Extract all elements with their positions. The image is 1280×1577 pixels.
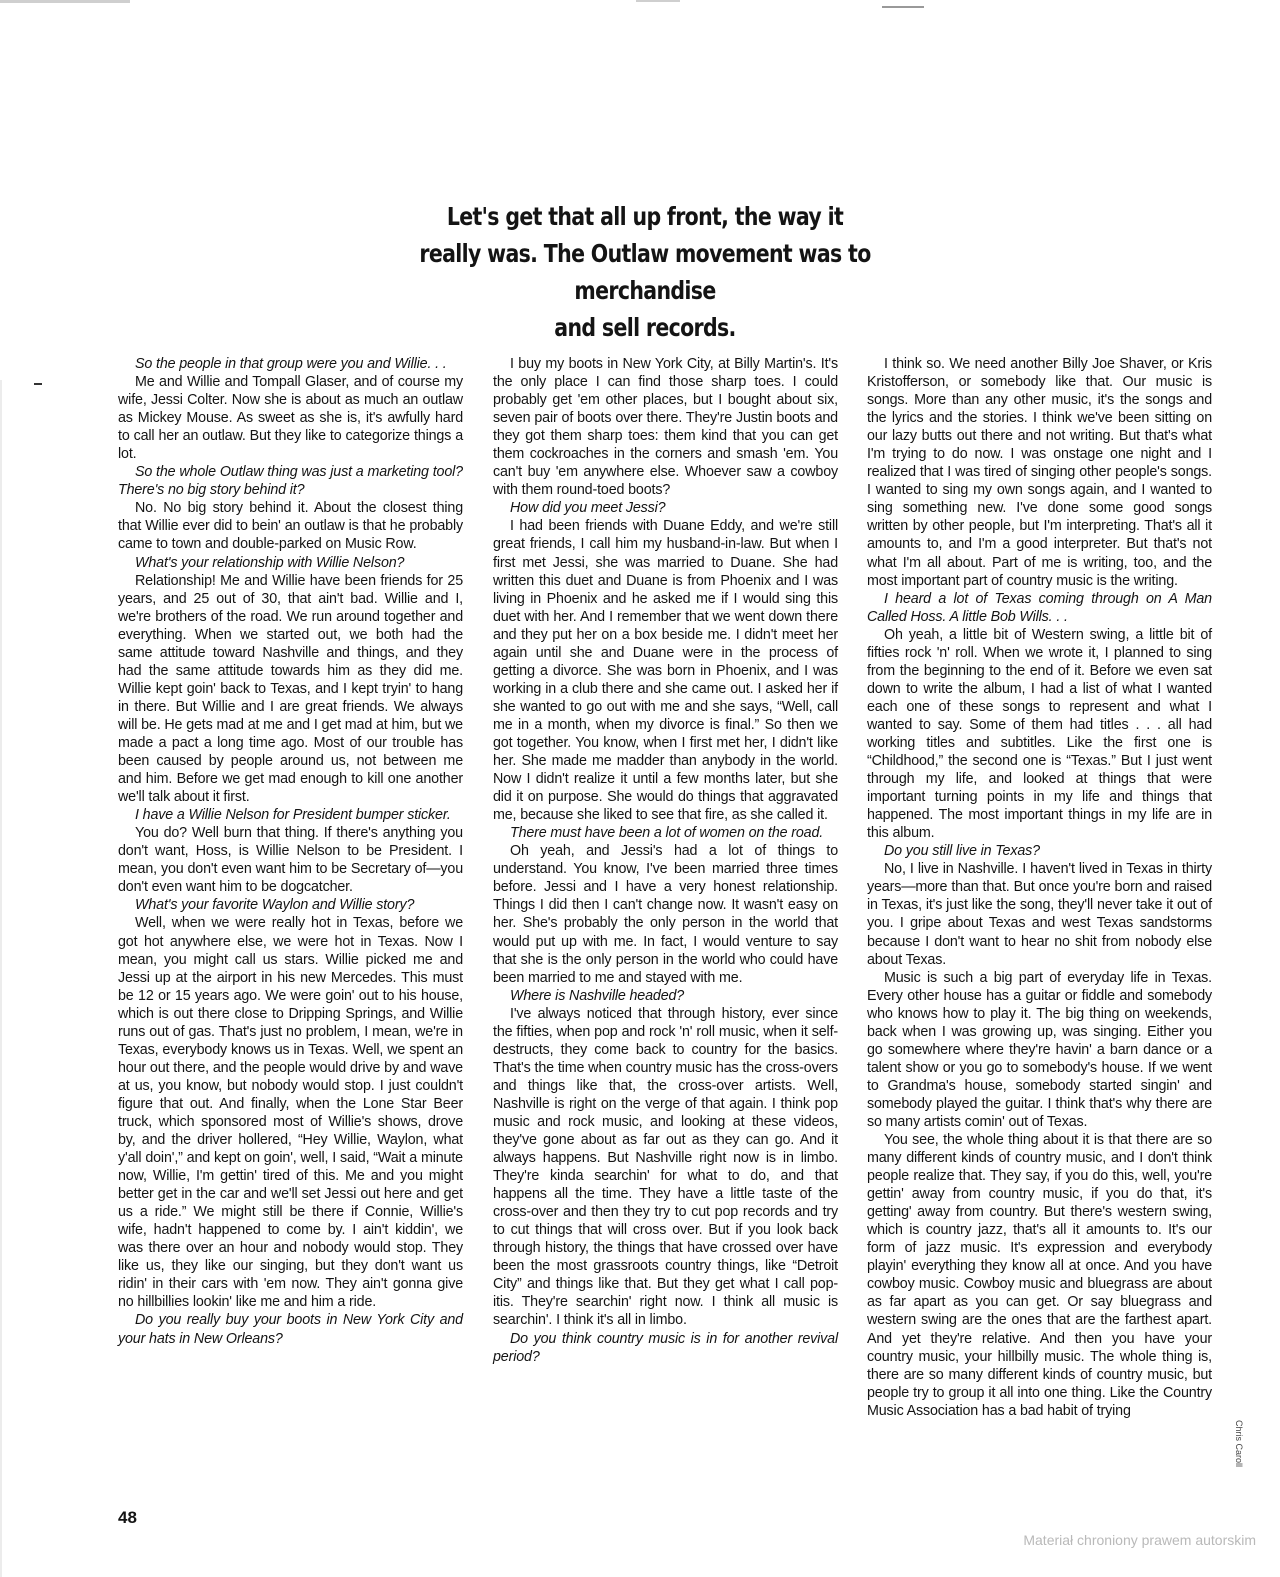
interview-question: How did you meet Jessi?: [510, 500, 666, 517]
interview-question: Do you think country music is in for another revival period?: [493, 1330, 838, 1365]
interview-answer: Me and Willie and Tompall Glaser, and of course my wife, Jessi Colter. Now she is about as much an outlaw as Mickey Mouse. As sweet as she is, it's awfully hard to call her an outlaw. But they like to categorize things a lot.: [118, 374, 463, 463]
interview-answer: No. No big story behind it. About the closest thing that Willie ever did to bein' an outlaw is that he probably came to town and double-parked on Music Row.: [118, 500, 463, 553]
pull-quote-line: Let's get that all up front, the way it: [446, 202, 844, 231]
page-fold-shadow: [0, 380, 2, 1577]
interview-answer: Music is such a big part of everyday life in Texas. Every other house has a guitar or fiddle and somebody who knows how to play it. The big thing on weekends, back when I was growing up, was singing. Either you go somewhere where they're havin' a barn dance or a talent show or you go to somebody's house. If we went to Grandma's house, somebody started singin' and somebody played the guitar. I think that's why there are so many artists comin' out of Texas.: [867, 969, 1212, 1130]
interview-question: There must have been a lot of women on the road.: [510, 825, 824, 842]
pull-quote: [362, 198, 928, 346]
margin-tick-mark: [34, 383, 42, 385]
scan-edge-mark: [0, 0, 130, 3]
interview-answer: You do? Well burn that thing. If there's anything you don't want, Hoss, is Willie Nelson to be President. I mean, you don't even want him to be Secretary of—you don't even want him to be dogcatcher.: [118, 825, 463, 896]
text-column-1: [118, 355, 463, 1348]
interview-question: So the whole Outlaw thing was just a marketing tool? There's no big story behind it?: [118, 464, 463, 499]
interview-question: What's your relationship with Willie Nelson?: [135, 554, 405, 571]
page-number: 48: [118, 1508, 137, 1527]
interview-question: So the people in that group were you and Willie. . .: [135, 356, 447, 372]
interview-answer: Well, when we were really hot in Texas, before we got hot anywhere else, we were hot in Texas. Now I mean, you might call us stars. Willie picked me and Jessi up at the airport in his new Mercedes. This must be 12 or 15 years ago. We were goin' out to his house, which is out there close to Dripping Springs, and Willie runs out of gas. That's just no problem, I mean, we're in Texas, everybody knows us in Texas. Well, we spent an hour out there, and the people would drive by and wave at us, you know, but nobody would stop. I just couldn't figure that out. And finally, when the Lone Star Beer truck, which sponsored most of Willie's shows, drove by, and the driver hollered, “Hey Willie, Waylon, what y'all doin',” and kept on goin', well, I said, “Wait a minute now, Willie, I'm gettin' tired of this. Me and you might better get in the car and we'll set Jessi out here and get us a ride.” We might still be there if Connie, Willie's wife, hadn't happened to come by. I ain't kiddin', we was there over an hour and nobody would stop. They like us, they like our singing, but they don't want us ridin' in their cars with 'em now. They ain't gonna give no hillbillies lookin' like me and him a ride.: [118, 915, 463, 1311]
interview-answer: Oh yeah, a little bit of Western swing, a little bit of fifties rock 'n' roll. When we wrote it, I planned to sing from the beginning to the end of it. Before we even sat down to write the album, I had a list of what I wanted each one of these songs to represent and what I wanted to say. Some of them had titles . . . all had working titles and subtitles. Like the first one is “Childhood,” the second one is “Texas.” But I just went through my life, and looked at things that were important turning points in my life and things that happened. The most important things in my life are in this album.: [867, 626, 1212, 842]
pull-quote-line: really was. The Outlaw movement was to merchandise: [419, 239, 871, 305]
pull-quote-line: and sell records.: [554, 313, 736, 342]
interview-question: Where is Nashville headed?: [510, 987, 685, 1004]
interview-answer: Oh yeah, and Jessi's had a lot of things to understand. You know, I've been married three times before. Jessi and I have a very honest relationship. Things I did then I can't change now. It wasn't easy on her. She's probably the only person in the world that would put up with me. In fact, I would venture to say that she is the only person in the world who could have been married to me and stayed with me.: [493, 843, 838, 986]
text-column-2: [493, 355, 838, 1366]
interview-answer: I think so. We need another Billy Joe Shaver, or Kris Kristofferson, or somebody like that. Our music is songs. More than any other music, it's the songs and the lyrics and the stories. I think we've been sitting on our lazy butts out there and not writing. But that's what I'm trying to do now. I was onstage one night and I realized that I was tired of singing other people's songs. I wanted to sing my own songs again, and I wanted to sing something new. I've done some good songs written by other people, but I'm interpreting. That's all it amounts to, and I'm a good interpreter. But that's not what I'm all about. Part of me is writing, too, and the most important part of country music is the writing.: [867, 356, 1212, 589]
interview-question: I heard a lot of Texas coming through on A Man Called Hoss. A little Bob Wills. . .: [867, 590, 1212, 625]
interview-answer: You see, the whole thing about it is that there are so many different kinds of country music, and I don't think people realize that. They say, if you do this, well, you're gettin' away from country music, if you do that, it's getting' away from country. But there's western swing, which is country jazz, that's all it amounts to. It's our form of jazz music. It's expression and everybody playin' everything they know all at once. And you have cowboy music. Cowboy music and bluegrass are about as far apart as you can get. Or say bluegrass and western swing are the ones that are the farthest apart. And yet they're relative. And then you have your country music, your hillbilly music. The whole thing is, there are so many different kinds of country music, but people try to group it all into one thing. Like the Country Music Association has a bad habit of trying: [867, 1132, 1212, 1419]
interview-question: Do you really buy your boots in New York City and your hats in New Orleans?: [118, 1312, 463, 1347]
text-column-3: [867, 355, 1212, 1420]
interview-answer: I buy my boots in New York City, at Billy Martin's. It's the only place I can find those sharp toes. I could probably get 'em other places, but I bought about six, seven pair of boots over there. They're Justin boots and they got them sharp toes: them kind that you can get them cockroaches in the corners and smash 'em. You can't buy 'em anywhere else. Whoever saw a cowboy with them round-toed boots?: [493, 356, 838, 499]
interview-question: Do you still live in Texas?: [884, 843, 1040, 860]
interview-question: What's your favorite Waylon and Willie story?: [135, 897, 415, 914]
interview-answer: Relationship! Me and Willie have been friends for 25 years, and 25 out of 30, that ain't bad. Willie and I, we're brothers of the road. We run around together and everything. When we started out, we both had the same attitude toward Nashville and things, and they had the same attitude towards him as they did me. Willie kept goin' back to Texas, and I kept tryin' to hang in there. But Willie and I are great friends. We always will be. He gets mad at me and I get mad at him, but we made a pact a long time ago. Most of our trouble has been caused by people around us, not between me and him. Before we get mad enough to kill one another we'll talk about it first.: [118, 572, 463, 806]
scan-edge-mark: [882, 6, 924, 8]
photo-credit: Chris Caroll: [1234, 1420, 1244, 1468]
interview-answer: I've always noticed that through history, ever since the fifties, when pop and rock 'n' roll music, when it self-destructs, they come back to country for the basics. That's the time when country music has the cross-overs and things like that, the cross-over artists. Well, Nashville is right on the verge of that again. I think pop music and rock music, and looking at these videos, they've gone about as far out as they can go. And it always happens. But Nashville right now is in limbo. They're kinda searchin' for what to do, and that happens all the time. They have a little taste of the cross-over and then they try to cut pop records and try to cut things that will cross over. But if you look back through history, the things that have crossed over have been the most grassroots country things, like “Detroit City” and things like that. But they get what I call pop-itis. They're searchin' right now. I think all music is searchin'. I think it's all in limbo.: [493, 1005, 838, 1329]
copyright-watermark: Materiał chroniony prawem autorskim: [1023, 1532, 1256, 1548]
interview-answer: I had been friends with Duane Eddy, and we're still great friends, I call him my husband-in-law. But when I first met Jessi, she was married to Duane. She had written this duet and Duane is from Phoenix and I was living in Phoenix and he asked me if I would sing this duet with her. And I remember that we went down there and they put her on a box beside me. I didn't meet her again until she and Duane were in the process of getting a divorce. She was born in Phoenix, and I was working in a club there and she came out. I asked her if she wanted to go out with me and she says, “Well, call me in a month, when my divorce is final.” So then we got together. You know, when I first met her, I didn't like her. She made me madder than anybody in the world. Now I didn't realize it until a few months later, but she did it on purpose. She would do things that aggravated me, because she liked to see that fire, as she called it.: [493, 518, 838, 824]
interview-answer: No, I live in Nashville. I haven't lived in Texas in thirty years—more than that. But once you're born and raised in Texas, it's just like the song, they'll never take it out of you. I gripe about Texas and west Texas sandstorms because I don't want to hear no shit from nobody else about Texas.: [867, 861, 1212, 968]
interview-question: I have a Willie Nelson for President bumper sticker.: [135, 807, 451, 824]
scan-edge-mark: [636, 0, 680, 2]
